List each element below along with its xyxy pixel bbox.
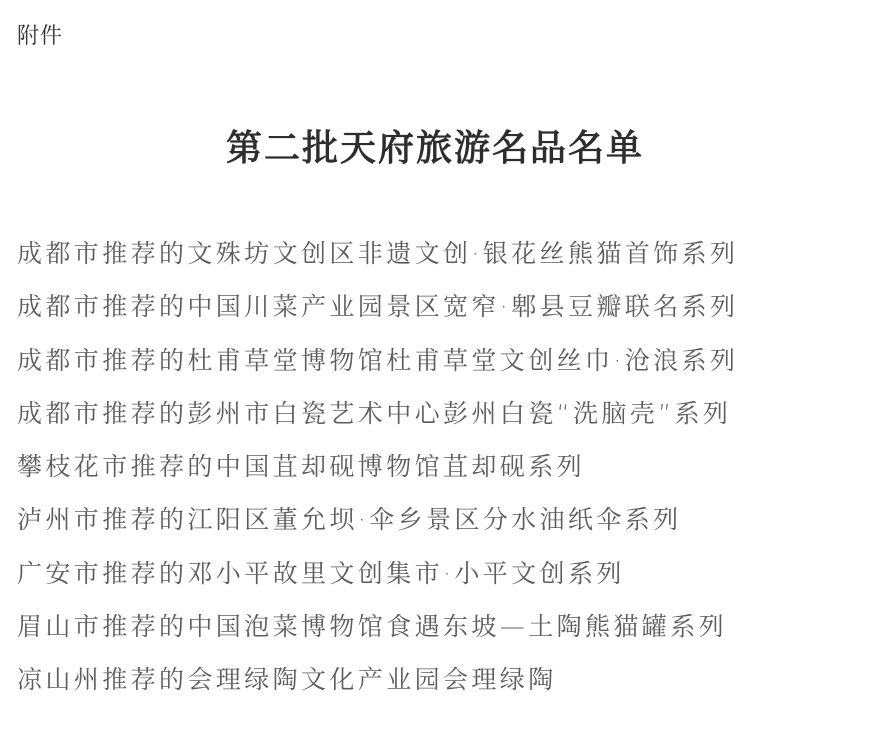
- list-item: 成都市推荐的彭州市白瓷艺术中心彭州白瓷“洗脑壳”系列: [17, 398, 732, 428]
- list-item: 成都市推荐的中国川菜产业园景区宽窄·郫县豆瓣联名系列: [17, 292, 739, 322]
- list-item: 成都市推荐的杜甫草堂博物馆杜甫草堂文创丝巾·沧浪系列: [17, 345, 739, 375]
- list-item: 广安市推荐的邓小平故里文创集市·小平文创系列: [17, 558, 625, 588]
- attachment-label: 附件: [17, 24, 64, 49]
- list-item: 成都市推荐的文殊坊文创区非遗文创·银花丝熊猫首饰系列: [17, 239, 739, 268]
- list-item: 眉山市推荐的中国泡菜博物馆食遇东坡—土陶熊猫罐系列: [17, 612, 728, 642]
- list-item: 攀枝花市推荐的中国苴却砚博物馆苴却砚系列: [17, 452, 586, 482]
- list-item: 凉山州推荐的会理绿陶文化产业园会理绿陶: [17, 665, 557, 695]
- list-item: 泸州市推荐的江阳区董允坝·伞乡景区分水油纸伞系列: [17, 505, 682, 535]
- document-title: 第二批天府旅游名品名单: [225, 127, 644, 169]
- product-list: [17, 239, 738, 719]
